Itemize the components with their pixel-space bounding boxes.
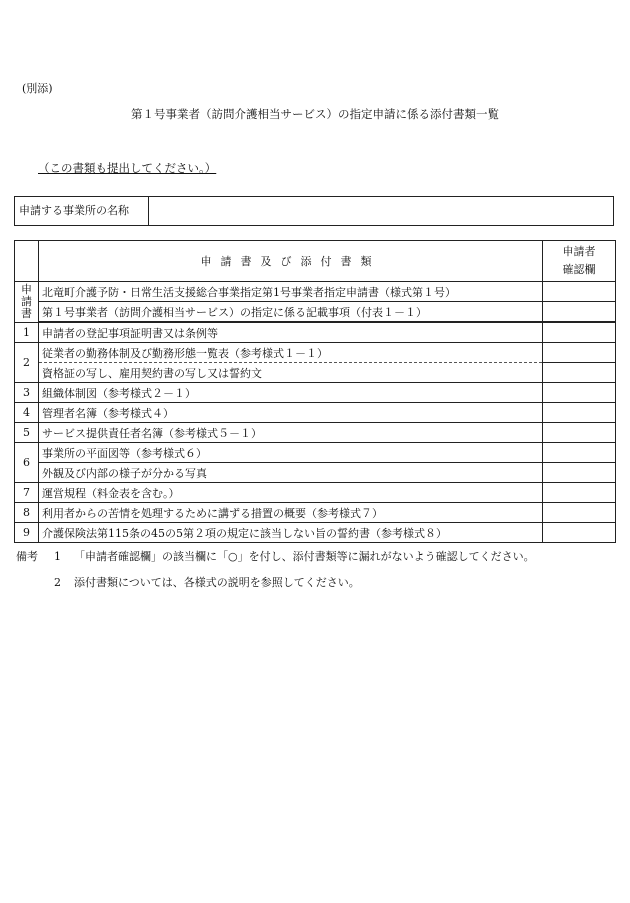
table-row xyxy=(15,523,616,543)
row-number: 3 xyxy=(15,383,39,403)
check-cell[interactable] xyxy=(543,322,616,343)
table-row xyxy=(15,503,616,523)
row-number: 6 xyxy=(15,443,39,483)
application-form-item: 第１号事業者（訪問介護相当サービス）の指定に係る記載事項（付表１－１） xyxy=(39,302,543,323)
check-cell[interactable] xyxy=(543,383,616,403)
document-item: 介護保険法第115条の45の5第２項の規定に該当しない旨の誓約書（参考様式８） xyxy=(39,523,543,543)
table-row xyxy=(15,322,616,343)
office-name-label: 申請する事業所の名称 xyxy=(15,197,149,225)
application-label-char: 申 xyxy=(21,282,32,296)
submission-note: （この書類も提出してください。） xyxy=(38,161,217,175)
remark-number: 1 xyxy=(54,550,61,563)
remark-number: 2 xyxy=(54,576,61,589)
check-cell[interactable] xyxy=(543,282,616,302)
document-title: 第１号事業者（訪問介護相当サービス）の指定申請に係る添付書類一覧 xyxy=(131,107,499,121)
table-row xyxy=(15,403,616,423)
header-documents: 申請書及び添付書類 xyxy=(39,241,543,282)
document-item: 管理者名簿（参考様式４） xyxy=(39,403,543,423)
table-row xyxy=(15,483,616,503)
table-row xyxy=(15,463,616,483)
row-number: 1 xyxy=(15,322,39,343)
row-number: 9 xyxy=(15,523,39,543)
attachment-label: (別添) xyxy=(22,82,53,95)
header-check-line1: 申請者 xyxy=(562,245,596,258)
application-form-item: 北竜町介護予防・日常生活支援総合事業指定第1号事業者指定申請書（様式第１号） xyxy=(39,282,543,302)
check-cell[interactable] xyxy=(543,343,616,363)
check-cell[interactable] xyxy=(543,302,616,323)
application-row-1 xyxy=(15,282,616,302)
document-item: 事業所の平面図等（参考様式６） xyxy=(39,443,543,463)
remark-text: 「申請者確認欄」の該当欄に「○」を付し、添付書類等に漏れがないよう確認してください。 xyxy=(74,550,535,563)
row-number: 5 xyxy=(15,423,39,443)
row-number: 7 xyxy=(15,483,39,503)
header-blank-cell xyxy=(15,241,39,282)
check-cell[interactable] xyxy=(543,503,616,523)
table-row xyxy=(15,383,616,403)
check-cell[interactable] xyxy=(543,483,616,503)
table-row xyxy=(15,363,616,383)
table-row xyxy=(15,443,616,463)
document-item: 従業者の勤務体制及び勤務形態一覧表（参考様式１－１） xyxy=(39,343,543,363)
check-cell[interactable] xyxy=(543,523,616,543)
row-number: 4 xyxy=(15,403,39,423)
application-label xyxy=(15,282,39,323)
document-item: 申請者の登記事項証明書又は条例等 xyxy=(39,322,543,343)
office-name-box xyxy=(14,196,614,226)
check-cell[interactable] xyxy=(543,463,616,483)
application-row-2 xyxy=(15,302,616,323)
check-cell[interactable] xyxy=(543,443,616,463)
header-applicant-check xyxy=(543,241,616,282)
document-item: 資格証の写し、雇用契約書の写し又は誓約文 xyxy=(39,363,543,383)
table-header-row xyxy=(15,241,616,282)
table-row xyxy=(15,423,616,443)
check-cell[interactable] xyxy=(543,363,616,383)
row-number: 2 xyxy=(15,343,39,383)
check-cell[interactable] xyxy=(543,403,616,423)
document-item: 組織体制図（参考様式２－１） xyxy=(39,383,543,403)
table-row xyxy=(15,343,616,363)
document-item: 外観及び内部の様子が分かる写真 xyxy=(39,463,543,483)
document-checklist-table xyxy=(14,240,616,543)
row-number: 8 xyxy=(15,503,39,523)
application-label-char: 書 xyxy=(21,306,32,320)
application-label-char: 請 xyxy=(21,294,32,308)
document-item: 利用者からの苦情を処理するために講ずる措置の概要（参考様式７） xyxy=(39,503,543,523)
remark-text: 添付書類については、各様式の説明を参照してください。 xyxy=(74,576,360,589)
header-check-line2: 確認欄 xyxy=(562,263,596,276)
document-item: サービス提供責任者名簿（参考様式５－１） xyxy=(39,423,543,443)
check-cell[interactable] xyxy=(543,423,616,443)
document-item: 運営規程（料金表を含む。） xyxy=(39,483,543,503)
remarks-label: 備考 xyxy=(16,550,38,563)
